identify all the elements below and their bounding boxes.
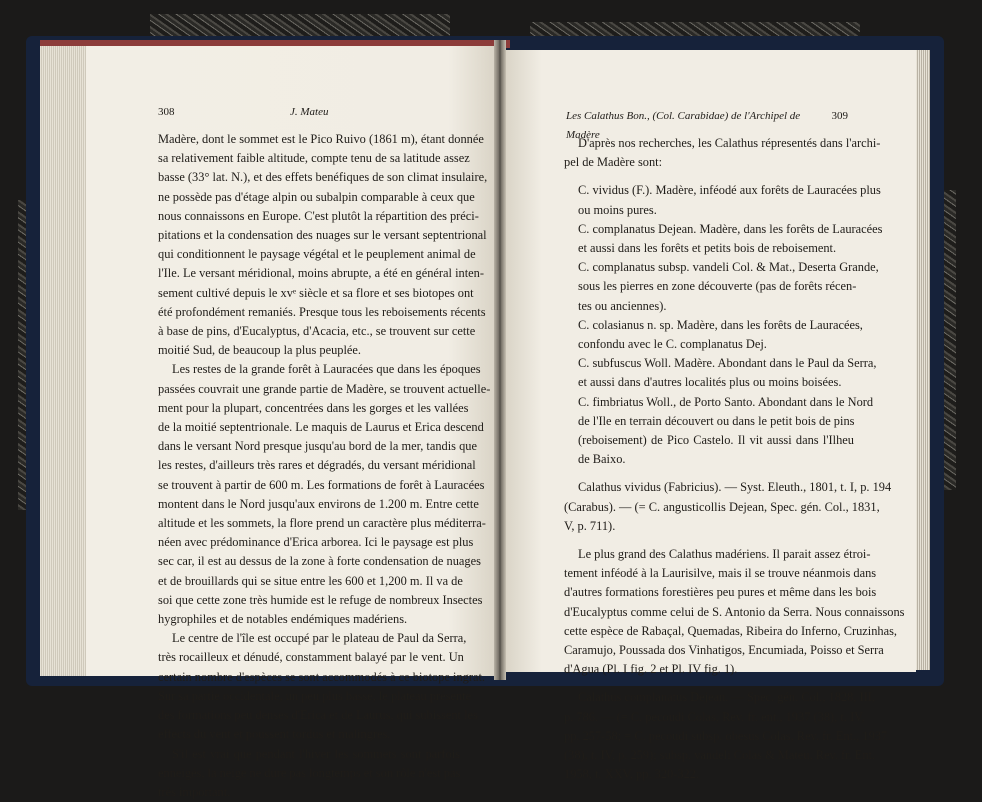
paragraph-gap	[564, 172, 854, 181]
paragraph-gap	[564, 679, 854, 688]
text-line: de l'Ile en terrain découvert ou dans le petit bois de pins	[578, 413, 855, 428]
text-line: montent dans le Nord jusqu'aux environs de 1.200 m. Entre cette	[158, 496, 479, 511]
text-line: sa relativement faible altitude, compte tenu de sa latitude assez	[158, 151, 470, 166]
text-line: (38), t. IV, p. 259); subsp. vandeli Colas & Mateu, Rev. fr. Ent.	[564, 748, 876, 763]
text-line: dans le versant Nord presque jusqu'au bord de la mer, tandis que	[158, 439, 477, 454]
running-head: Les Calathus Bon., (Col. Carabidae) de l'Archipel de Madère	[566, 110, 801, 142]
text-line: ou moins pures.	[578, 202, 657, 217]
text-line: très important.	[158, 784, 231, 799]
text-line: C. colasianus n. sp. Madère, dans les forêts de Lauracées,	[578, 317, 863, 332]
text-line: se trouvent à partir de 600 m. Les formations de forêt à Lauracées	[158, 477, 485, 492]
text-line: de Baixo.	[578, 452, 626, 467]
text-line: et aussi dans d'autres localités plus ou moins boisées.	[578, 375, 842, 390]
book-gutter	[494, 40, 506, 680]
text-line: hygrophiles et de notables endémiques madériens.	[158, 612, 408, 627]
paragraph-gap	[564, 469, 854, 478]
page-stack-left	[40, 46, 88, 676]
text-line: Caramujo, Poussada dos Vinhatigos, Encumiada, Poisso et Serra	[564, 643, 884, 658]
running-head: J. Mateu	[290, 106, 329, 118]
text-line: nous connaissons en Europe. C'est plutôt la répartition des préci-	[158, 208, 479, 223]
text-line: sec car, il est au dessus de la zone à forte condensation de nuages	[158, 554, 481, 569]
text-line: V, p. 711).	[564, 518, 616, 533]
text-line: C. subfuscus Woll. Madère. Abondant dans le Paul da Serra,	[578, 356, 877, 371]
text-line: d'autres formations forestières peu pures et même dans les bois	[564, 585, 877, 600]
page-number: 309	[831, 110, 848, 122]
text-line: D'après nos recherches, les Calathus répresentés dans l'archi-	[578, 136, 881, 150]
text-line: C. complanatus Dejean. Madère, dans les forêts de Lauracées	[578, 221, 883, 236]
text-line: moitié Sud, de beaucoup la plus peuplée.	[158, 343, 362, 358]
text-line: cette espèce de Rabaçal, Quemadas, Ribeira do Inferno, Cruzinhas,	[564, 623, 898, 638]
text-line: de la moitié septentrionale. Le maquis de Laurus et Erica descend	[158, 420, 484, 435]
text-line: pitations et la condensation des nuages sur le versant septentrional	[158, 228, 487, 243]
text-line: ment pour la plupart, concentrées dans les gorges et les vallées	[158, 400, 469, 415]
text-line: tes ou anciennes).	[578, 298, 667, 313]
right-page	[500, 50, 916, 782]
text-line: C. complanatus subsp. vandeli Col. & Mat., Deserta Grande,	[578, 260, 879, 275]
text-line: sous les pierres en zone découverte (pas de forêts récen-	[578, 279, 857, 294]
text-line: néen avec prédominance d'Erica arborea. Ici le paysage est plus	[158, 535, 474, 550]
text-line: passées couvrait une grande partie de Madère, se trouvent actuelle-	[158, 381, 491, 396]
text-line: qui conditionnent le paysage végétal et le peuplement animal de	[158, 247, 476, 262]
paragraph-gap	[564, 536, 854, 545]
text-line: soi que cette zone très humide est le refuge de nombreux Insectes	[158, 592, 483, 607]
text-line: Calathus vividus (Fabricius). — Syst. Eleuth., 1801, t. I, p. 194	[578, 480, 892, 495]
text-line: (Carabus). — (= C. angusticollis Dejean, Spec. gén. Col., 1831,	[564, 499, 880, 514]
text-line: confondu avec le C. complanatus Dej.	[578, 337, 767, 352]
text-line: p. 786. — (= C. pecoudi Colas, Rev. fr. ent., 1937 (38), t. IV,	[564, 709, 865, 724]
text-line: 1958, t. XXV, pp. 320-322.	[564, 767, 700, 782]
text-line: à base de pins, d'Eucalyptus, d'Acacia, etc., se trouvent sur cette	[158, 324, 476, 339]
text-line: (reboisement) de Pico Castelo. Il vit aussi dans l'Ilheu	[578, 433, 854, 448]
text-line: et de brouillards qui se situe entre les 600 et 1,200 m. Il va de	[158, 573, 463, 588]
text-line: Madère, dont le sommet est le Pico Ruivo (1861 m), étant donnée	[158, 132, 484, 146]
text-line: Les restes de la grande forêt à Lauracées que dans les époques	[172, 362, 481, 377]
page-body	[564, 134, 905, 785]
text-line: enneigés, la neige ne dure pas longtemps et son rôle n'est pas	[158, 765, 461, 780]
text-line: Le centre de l'île est occupé par le plateau de Paul da Serra,	[172, 631, 467, 646]
left-page	[86, 46, 498, 799]
text-line: Le plus grand des Calathus madériens. Il parait assez étroi-	[578, 547, 871, 562]
page-body	[158, 130, 491, 802]
text-line: été profondément remaniés. Presque tous les reboisements récents	[158, 304, 486, 319]
text-line: d'Agua (Pl. I fig. 2 et Pl. IV fig. 1).	[564, 662, 738, 677]
text-line: effects du vent et poussent tordus et malingres.	[158, 727, 391, 742]
text-line: des formations peu denses d'Erica et de Laurus, qui subissent les	[158, 708, 478, 723]
text-line: ne possède pas d'étage alpin ou subalpin comparable à ceux que	[158, 189, 475, 204]
text-line: sement cultivé depuis le xvᵉ siècle et sa flore et ses biotopes ont	[158, 285, 474, 300]
text-line: et aussi dans les forêts et petits bois de reboisement.	[578, 241, 837, 256]
text-line: Sur sa partie occidentale, un peu plus basse, le plateau présente	[158, 688, 472, 703]
page-number: 308	[158, 106, 175, 118]
text-line: l'Ile. Le versant méridional, moins abrupte, a été en général inten-	[158, 266, 484, 281]
text-line: pel de Madère sont:	[564, 155, 663, 170]
text-line: pp. 257-58; = C. pecoudi subsp. obesus Colas, Rev. fr. Ent., 1937	[564, 728, 888, 743]
text-line: Calathus complanatus Dejean. — Spec. gén. Col., 1828, III,	[578, 690, 875, 705]
text-line: C. vividus (F.). Madère, inféodé aux forêts de Lauracées plus	[578, 183, 881, 198]
text-line: altitude et les sommets, la flore prend un caractère plus méditerra-	[158, 516, 486, 531]
text-line: C. fimbriatus Woll., de Porto Santo. Abondant dans le Nord	[578, 394, 874, 409]
text-line: d'Eucalyptus comme celui de S. Antonio da Serra. Nous connaissons	[564, 604, 905, 619]
text-line: tement inféodé à la Laurisilve, mais il se trouve néanmois dans	[564, 566, 877, 581]
text-line: basse (33° lat. N.), et des effets benéfiques de son climat insulaire,	[158, 170, 488, 185]
running-header	[158, 103, 444, 122]
text-line: les restes, d'ailleurs très rares et dégradés, du versant méridional	[158, 458, 476, 473]
text-line: très rocailleux et dénudé, constamment balayé par le vent. Un	[158, 650, 464, 665]
text-line: S'il est vrai que pendant l'hiver les sommets sont parfois	[172, 746, 460, 761]
text-line: certain nombre d'espèces se sont accommodés à ce biotope ingrat.	[158, 669, 486, 684]
page-stack-right	[914, 50, 930, 670]
